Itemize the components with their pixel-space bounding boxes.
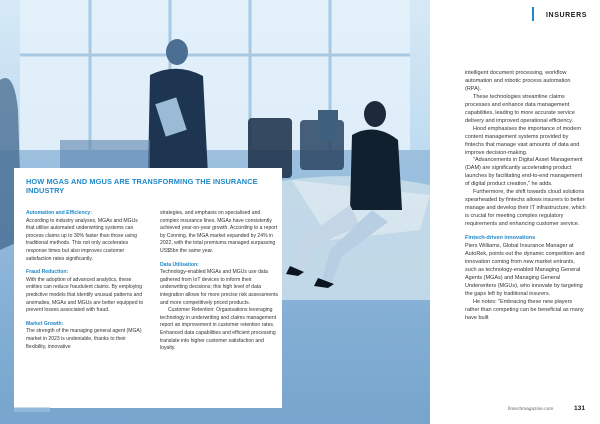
infobox-heading: Market Growth: [26,320,64,327]
article-subheading: Fintech-driven innovations [465,235,536,242]
article-paragraph: He notes: "Embracing these new players rather than competing can be beneficial as many have built [465,298,584,321]
infobox-body: Technology-enabled MGAs and MGUs use data gathered from IoT devices to inform their underwriting decisions; this high level of data integration allows for more precise risk assessments and more competitively priced products. [160,269,279,306]
footer-logo-mark [14,407,50,412]
article-paragraph: Furthermore, the shift towards cloud solutions spearheaded by fintechs allows insurers to better manage and develop their IT infrastructure, which is crucial for meeting complex regulatory requirements and enhancing customer service. [465,189,586,228]
stats-infobox [14,168,282,408]
infobox-heading: Data Utilisation: [160,261,199,268]
infobox-heading: Automation and Efficiency: [26,210,92,216]
infobox-title: HOW MGAS AND MGUS ARE TRANSFORMING THE INSURANCE INDUSTRY [26,177,258,195]
article-paragraph: Hood emphasises the importance of modern content management systems provided by fintechs that manage vast amounts of data and improve decision-making. [465,125,582,156]
infobox-body: The strength of the managing general agent (MGA) market in 2023 is undeniable, thanks to their flexibility, innovative [26,328,142,350]
section-tag: INSURERS [546,12,587,19]
infobox-body: strategies, and emphasis on specialised and complex insurance lines. MGAs have consistently achieved year-on-year growth. According to a report by Conning, the MGA market expanded by 24% in 2022, with the total premiums managed surpassing US$5bn the same year. [160,210,278,254]
infobox-body: According to industry analyses, MGAs and MGUs that utilise automated underwriting systems can process claims up to 30% faster than those using traditional methods. This not only accelerates response times but also improves customer satisfaction rates significantly. [26,217,138,262]
section-rule [532,7,534,21]
infobox-body: With the adoption of advanced analytics, these entities can reduce fraudulent claims. By employing predictive models that identify unusual patterns and anomalies, MGAs and MGUs are better equipped to prevent losses associated with fraud. [26,276,144,314]
infobox-heading: Fraud Reduction: [26,269,69,276]
infobox-right-column [160,210,280,353]
footer-url[interactable]: fintechmagazine.com [508,407,554,412]
article-column [465,70,587,323]
article-paragraph: These technologies streamline claims processes and enhance data management capabilities, leading to more accurate service delivery and improved operational efficiency. [465,93,575,124]
article-paragraph: intelligent document processing, workflow automation and robotic process automation (RPA). [465,70,571,92]
page-number: 131 [574,405,586,412]
article-paragraph: "Advancements in Digital Asset Management (DAM) are significantly accelerating product launches by facilitating end-to-end management of digital product creation," he adds. [465,157,583,188]
infobox-left-column [26,210,146,351]
infobox-body: Customer Retention: Organisations leveraging technology in underwriting and claims management report an improvement in customer retention rates. Enhanced data capabilities and efficient processing translate into higher customer satisfaction and loyalty. [160,307,277,352]
article-paragraph: Piers Williams, Global Insurance Manager at AutoRek, points out the dynamic competition and innovation coming from new market entrants, such as technology-enabled Managing General Agents (MGAs) and Managing General Underwriters (MGUs), who innovate by targeting the gaps left by traditional insurers. [465,243,585,297]
